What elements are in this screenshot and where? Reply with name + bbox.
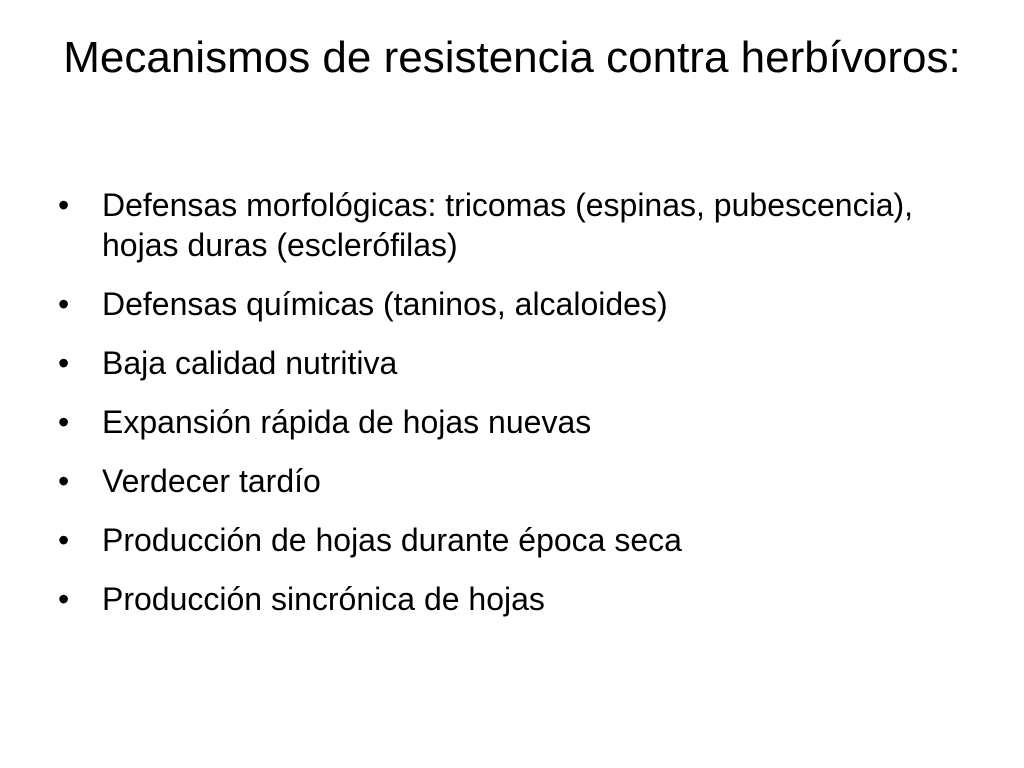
list-item [55, 343, 985, 383]
list-item [55, 284, 985, 324]
list-item [55, 461, 985, 501]
list-item [55, 185, 985, 265]
bullet-text: Verdecer tardío [102, 463, 321, 499]
bullet-text: Producción sincrónica de hojas [102, 581, 545, 617]
bullet-marker: • [58, 581, 70, 617]
bullet-marker: • [58, 522, 70, 558]
bullet-marker: • [58, 345, 70, 381]
bullet-marker: • [58, 187, 70, 223]
list-item [55, 579, 985, 619]
bullet-text: Producción de hojas durante época seca [102, 522, 682, 558]
bullet-text: Expansión rápida de hojas nuevas [102, 404, 592, 440]
list-item [55, 520, 985, 560]
bullet-marker: • [58, 463, 70, 499]
bullet-marker: • [58, 286, 70, 322]
bullet-text: Defensas químicas (taninos, alcaloides) [102, 286, 668, 322]
bullet-text: Defensas morfológicas: tricomas (espinas, pubescencia), hojas duras (esclerófilas) [102, 187, 914, 263]
list-item [55, 402, 985, 442]
slide-title: Mecanismos de resistencia contra herbívoros: [63, 33, 961, 82]
bullet-list [55, 185, 985, 638]
bullet-text: Baja calidad nutritiva [102, 345, 398, 381]
bullet-marker: • [58, 404, 70, 440]
